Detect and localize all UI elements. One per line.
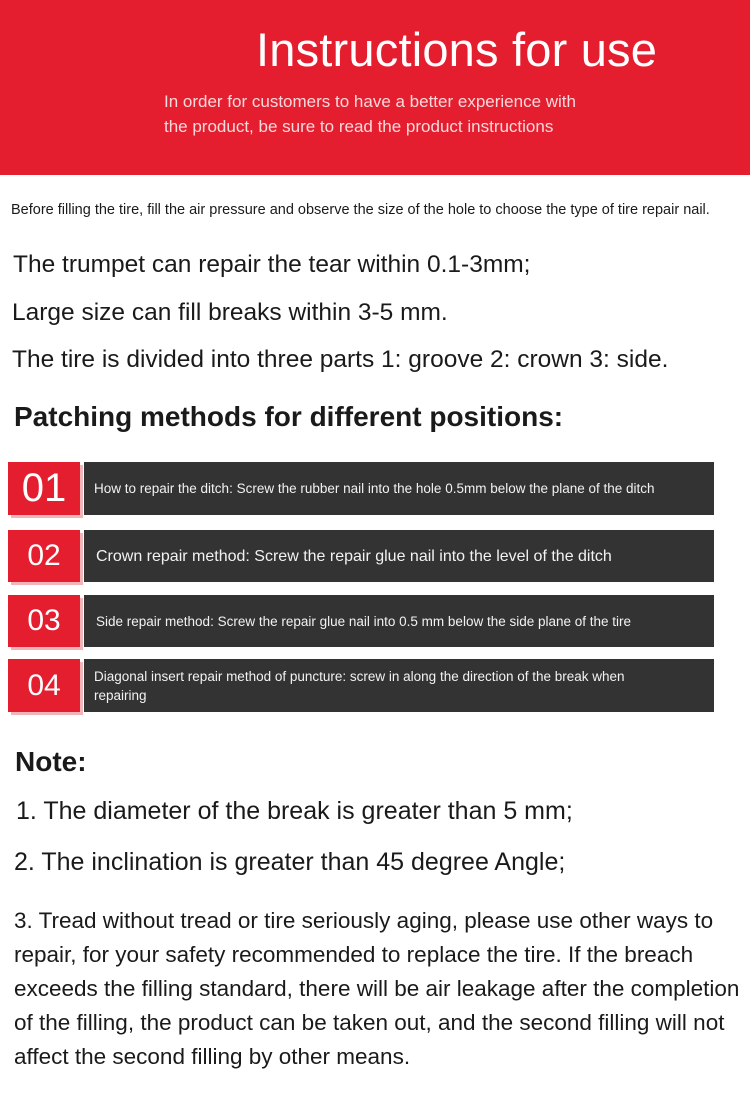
- step-number: 01: [8, 462, 80, 515]
- page-title: Instructions for use: [256, 23, 658, 76]
- step-number: 04: [8, 659, 80, 712]
- header-banner: [0, 0, 750, 175]
- note-title: Note:: [15, 746, 87, 777]
- step-number: 03: [8, 595, 80, 647]
- step-02: [8, 530, 714, 582]
- methods-title: Patching methods for different positions:: [14, 401, 564, 432]
- step-text: How to repair the ditch: Screw the rubber nail into the hole 0.5mm below the plane of the ditch: [84, 462, 714, 515]
- info-line-tire-parts: The tire is divided into three parts 1: groove 2: crown 3: side.: [12, 346, 669, 373]
- step-number: 02: [8, 530, 80, 582]
- step-01: [8, 462, 714, 515]
- note-item-1: 1. The diameter of the break is greater than 5 mm;: [16, 797, 573, 825]
- note-item-3: 3. Tread without tread or tire seriously aging, please use other ways to repair, for your safety recommended to replace the tire. If the breach exceeds the filling standard, there will be air leakage after the completion of the filling, the product can be taken out, and the second filling will not affect the second filling by other means.: [14, 908, 740, 1069]
- intro-text: Before filling the tire, fill the air pressure and observe the size of the hole to choose the type of tire repair nail.: [11, 202, 710, 218]
- note-item-2: 2. The inclination is greater than 45 degree Angle;: [14, 848, 566, 876]
- step-text: Crown repair method: Screw the repair glue nail into the level of the ditch: [84, 530, 714, 582]
- info-line-trumpet: The trumpet can repair the tear within 0.1-3mm;: [13, 251, 531, 278]
- step-text: Side repair method: Screw the repair glue nail into 0.5 mm below the side plane of the tire: [84, 595, 714, 647]
- step-03: [8, 595, 714, 647]
- step-text: Diagonal insert repair method of puncture: screw in along the direction of the break when repairing: [84, 659, 714, 712]
- info-line-large-size: Large size can fill breaks within 3-5 mm.: [12, 299, 448, 326]
- step-04: [8, 659, 714, 712]
- header-subtitle: In order for customers to have a better experience with the product, be sure to read the product instructions: [164, 92, 576, 136]
